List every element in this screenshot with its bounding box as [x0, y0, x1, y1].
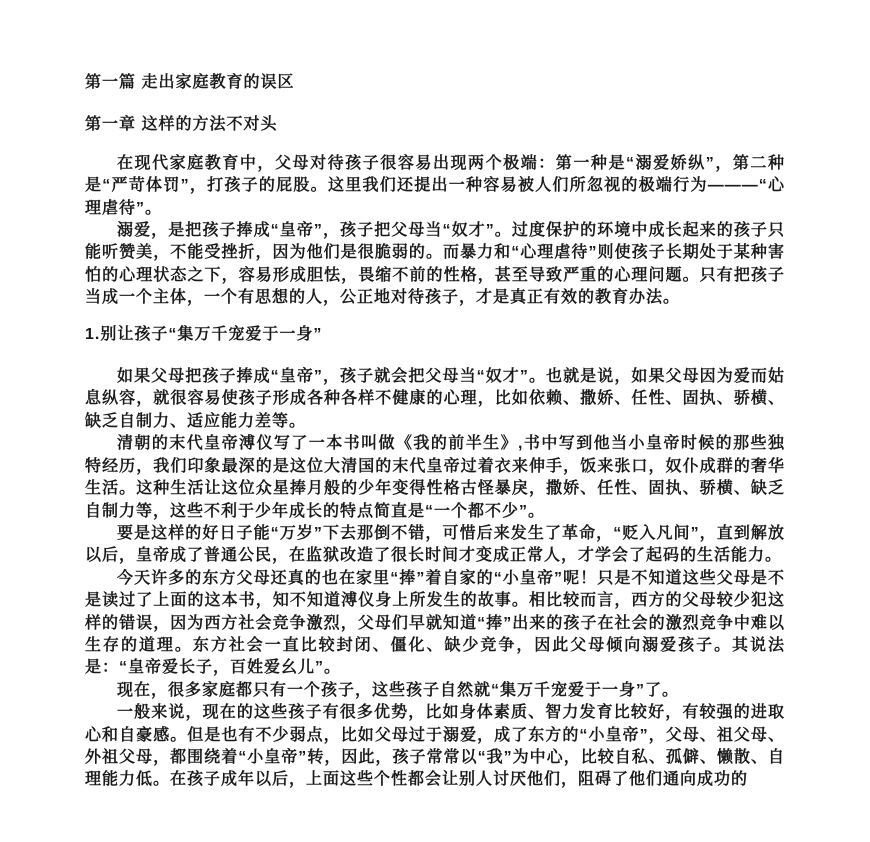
section-title: 1.别让孩子“集万千宠爱于一身”: [85, 325, 323, 343]
chapter-title: 第一章 这样的方法不对头: [85, 116, 278, 134]
paragraph: 在现代家庭教育中，父母对待孩子很容易出现两个极端：第一种是“溺爱娇纵”，第二种是“严苛体罚”，打孩子的屁股。这里我们还提出一种容易被人们所忽视的极端行为———“心理虐待”。: [85, 154, 785, 217]
paragraph: 今天许多的东方父母还真的也在家里“捧”着自家的“小皇帝”呢！只是不知道这些父母是不是读过了上面的这本书，知不知道溥仪身上所发生的故事。相比较而言，西方的父母较少犯这样的错误，因为西方社会竞争激烈，父母们早就知道“捧”出来的孩子在社会的激烈竞争中难以生存的道理。东方社会一直比较封闭、僵化、缺少竞争，因此父母倾向溺爱孩子。其说法是：“皇帝爱长子，百姓爱幺儿”。: [85, 569, 785, 677]
paragraph: 溺爱，是把孩子捧成“皇帝”，孩子把父母当“奴才”。过度保护的环境中成长起来的孩子只能听赞美，不能受挫折，因为他们是很脆弱的。而暴力和“心理虐待”则使孩子长期处于某种害怕的心理状态之下，容易形成胆怯，畏缩不前的性格，甚至导致严重的心理问题。只有把孩子当成一个主体，一个有思想的人，公正地对待孩子，才是真正有效的教育办法。: [85, 222, 785, 307]
paragraph: 如果父母把孩子捧成“皇帝”，孩子就会把父母当“奴才”。也就是说，如果父母因为爱而姑息纵容，就很容易使孩子形成各种各样不健康的心理，比如依赖、撒娇、任性、固执、骄横、缺乏自制力、适应能力差等。: [85, 368, 785, 430]
part-title: 第一篇 走出家庭教育的误区: [85, 74, 295, 91]
paragraph: 清朝的末代皇帝溥仪写了一本书叫做《我的前半生》,书中写到他当小皇帝时候的那些独特经历，我们印象最深的是这位大清国的末代皇帝过着衣来伸手，饭来张口，奴仆成群的奢华生活。这种生活让这位众星捧月般的少年变得性格古怪暴戾，撒娇、任性、固执、骄横、缺乏自制力等，这些不利于少年成长的特点简直是“一个都不少”。: [85, 435, 785, 520]
paragraph: 要是这样的好日子能“万岁”下去那倒不错，可惜后来发生了革命，“贬入凡间”，直到解放以后，皇帝成了普通公民，在监狱改造了很长时间才变成正常人，才学会了起码的生活能力。: [85, 524, 785, 565]
paragraph: 现在，很多家庭都只有一个孩子，这些孩子自然就“集万千宠爱于一身”了。: [117, 681, 680, 699]
paragraph: 一般来说，现在的这些孩子有很多优势，比如身体素质、智力发育比较好，有较强的进取心和自豪感。但是也有不少弱点，比如父母过于溺爱，成了东方的“小皇帝”，父母、祖父母、外祖父母，都围绕着“小皇帝”转，因此，孩子常常以“我”为中心，比较自私、孤僻、懒散、自理能力低。在孩子成年以后，上面这些个性都会让别人讨厌他们，阻碍了他们通向成功的: [85, 704, 785, 789]
